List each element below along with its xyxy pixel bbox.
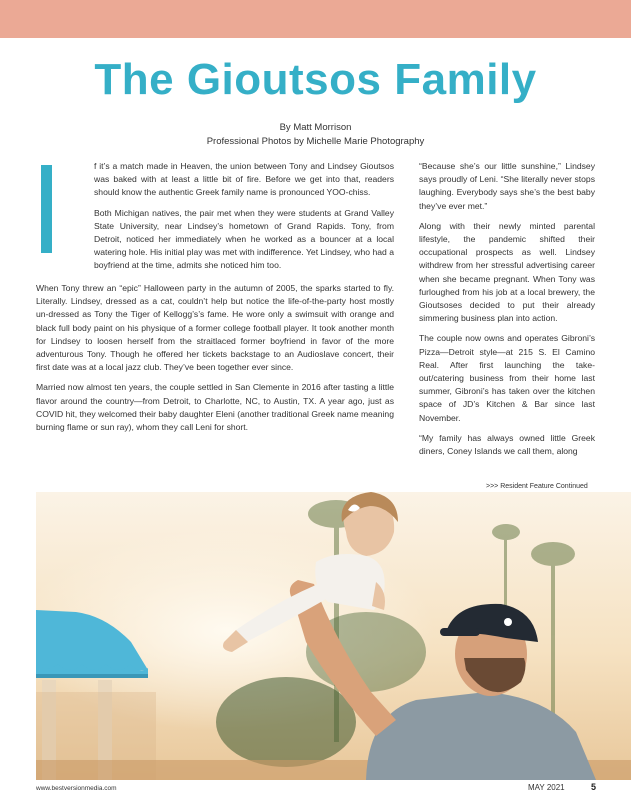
footer-url: www.bestversionmedia.com <box>36 785 117 792</box>
left-column-bottom <box>36 282 394 441</box>
author-byline: By Matt Morrison <box>279 122 352 133</box>
family-photo <box>36 492 631 780</box>
photo-credit: Professional Photos by Michelle Marie Photography <box>206 136 425 147</box>
paragraph: Both Michigan natives, the pair met when they were students at Grand Valley State University, near Lindsey’s hometown of Grand Rapids. Tony, from Detroit, noticed her immediately when he worked as a bouncer at a local watering hole. His initial play was met with indifference. Yet Lindsey, who had a boyfriend at the time, admits she noticed him too. <box>94 207 394 271</box>
header-band <box>0 0 631 38</box>
paragraph: “My family has always owned little Greek diners, Coney Islands we call them, along <box>419 432 595 457</box>
paragraph: Along with their newly minted parental lifestyle, the pandemic shifted their occupational prospects as well. Lindsey withdrew from her stressful advertising career when she became pregnant. When Tony was furloughed from his job at a local brewery, the Gioutsoses decided to put their already simmering business plan into action. <box>419 220 595 324</box>
right-column <box>419 160 595 465</box>
drop-cap <box>38 165 68 253</box>
page-number: 5 <box>591 782 597 792</box>
paragraph: “Because she’s our little sunshine,” Lindsey says proudly of Leni. “She literally never stops laughing. Everybody says she’s the best baby they’ve ever met.” <box>419 161 595 211</box>
paragraph: Married now almost ten years, the couple settled in San Clemente in 2016 after tasting a little flavor around the country—from Detroit, to Charlotte, NC, to Austin, TX. A year ago, just as COVID hit, they welcomed their baby daughter Eleni (another traditional Greek name meaning burning flame or sun ray), whom they call Leni for short. <box>36 382 394 433</box>
paragraph: When Tony threw an “epic” Halloween party in the autumn of 2005, the sparks started to fly. Literally. Lindsey, dressed as a cat, couldn’t help but notice the life-of-the-party host mostly un-dressed as Tony the Tiger of Kellogg’s’s fame. He wore only a swimsuit with orange and black full body paint on his physique of a former college football player. It took another month for Lindsey to loosen herself from the straitlaced former boyfriend in favor of the more adventurous Tony. Though he offered her tickets backstage to an Audioslave concert, their first date was at a local jazz club. They’ve been together ever since. <box>36 283 394 373</box>
footer-date: MAY 2021 <box>528 783 565 792</box>
continued-label: >>> Resident Feature Continued <box>486 483 588 490</box>
byline-block <box>0 121 631 149</box>
drop-cap-letter <box>41 165 52 253</box>
article-title: The Gioutsos Family <box>94 55 537 104</box>
paragraph: The couple now owns and operates Gibroni’s Pizza—Detroit style—at 215 S. El Camino Real. After first launching the take-out/catering business from their home last summer, Gibroni’s has taken over the kitchen space of JD’s Kitchen & Bar since last November. <box>419 333 595 423</box>
paragraph: f it’s a match made in Heaven, the union between Tony and Lindsey Gioutsos was baked with at least a little bit of fire. Before we get into that, readers should know the authentic Greek family name is pronounced YOO-chiss. <box>94 161 394 198</box>
left-column-top <box>94 160 394 280</box>
